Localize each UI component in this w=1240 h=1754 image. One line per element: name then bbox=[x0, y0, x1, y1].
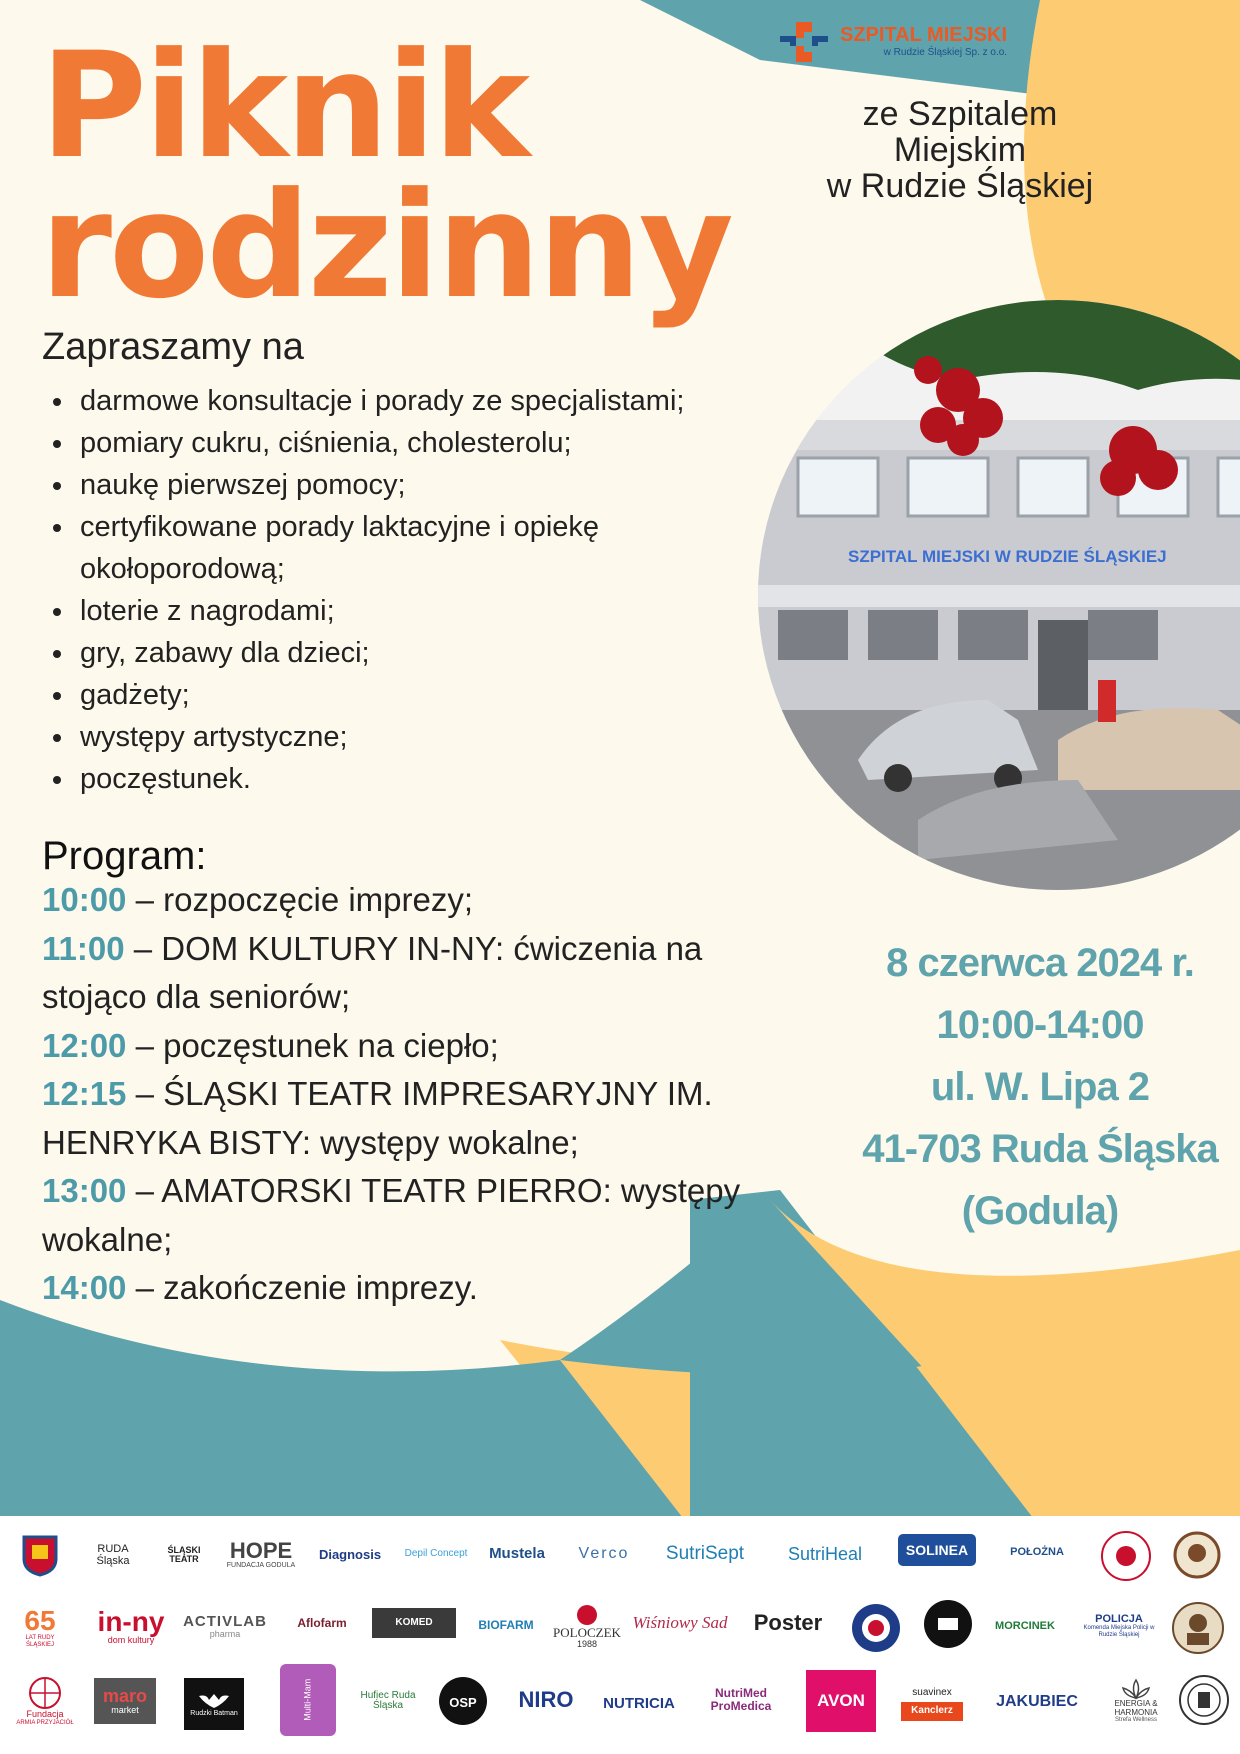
nutrimed-logo: NutriMed ProMedica bbox=[710, 1686, 772, 1713]
program-list bbox=[42, 876, 802, 1313]
lotus-icon bbox=[1119, 1678, 1153, 1700]
organizer-line-1: ze Szpitalem bbox=[862, 95, 1058, 133]
energia-name: ENERGIA & HARMONIA bbox=[1114, 1699, 1158, 1717]
list-item: • certyfikowane porady laktacyjne i opiekę okołoporodową; bbox=[76, 506, 796, 590]
program-entry bbox=[42, 1167, 802, 1264]
avon-logo: AVON bbox=[806, 1670, 876, 1732]
poloczek-name: POLOCZEK bbox=[553, 1625, 621, 1641]
program-text: – ŚLĄSKI TEATR IMPRESARYJNY IM. HENRYKA BISTY: występy wokalne; bbox=[42, 1075, 713, 1161]
kanclerz-name: Kanclerz bbox=[901, 1702, 963, 1721]
emblem-icon bbox=[1172, 1530, 1222, 1580]
maro-market-logo bbox=[94, 1678, 156, 1724]
maro-name: maro bbox=[102, 1685, 147, 1706]
hope-name: HOPE bbox=[229, 1537, 293, 1563]
in-ny-sub: dom kultury bbox=[107, 1634, 155, 1645]
activlab-name: ACTIVLAB bbox=[183, 1613, 267, 1631]
list-item: • naukę pierwszej pomocy; bbox=[76, 464, 796, 506]
list-item: • pomiary cukru, ciśnienia, cholesterolu; bbox=[76, 422, 796, 464]
activlab-sub: pharma bbox=[209, 1629, 241, 1640]
rudzki-batman-logo bbox=[184, 1678, 244, 1730]
gym-badge-icon bbox=[920, 1596, 976, 1652]
list-item: • darmowe konsultacje i porady ze specjalistami; bbox=[76, 380, 796, 422]
suavinex-name: suavinex bbox=[912, 1686, 952, 1698]
organizer-text bbox=[780, 96, 1140, 204]
portrait-badge-icon bbox=[1170, 1600, 1226, 1656]
niro-logo: NIRO bbox=[518, 1687, 574, 1713]
list-item: • występy artystyczne; bbox=[76, 716, 796, 758]
biofarm-logo: BIOFARM bbox=[478, 1617, 534, 1632]
program-entry bbox=[42, 876, 802, 925]
batman-name: Rudzki Batman bbox=[190, 1710, 238, 1718]
in-ny-logo bbox=[88, 1600, 174, 1652]
slaski-teatr-logo: ŚLĄSKI TEATR bbox=[167, 1544, 201, 1564]
poloczek-year: 1988 bbox=[576, 1639, 598, 1650]
diagnosis-logo: Diagnosis bbox=[318, 1547, 382, 1563]
multi-mam-name: Multi-Mam bbox=[302, 1679, 313, 1721]
policja-name: POLICJA bbox=[1095, 1612, 1143, 1625]
hospital-cross-icon bbox=[776, 18, 832, 64]
komed-logo: KOMED bbox=[372, 1608, 456, 1638]
fundacja-logo bbox=[10, 1666, 80, 1736]
program-entry bbox=[42, 1264, 802, 1313]
program-entry bbox=[42, 925, 802, 1022]
organizer-line-3: w Rudzie Śląskiej bbox=[826, 167, 1094, 205]
invite-heading: Zapraszamy na bbox=[42, 326, 304, 368]
program-time: 12:00 bbox=[42, 1026, 127, 1064]
program-heading: Program: bbox=[42, 834, 207, 878]
policja-sub: Komenda Miejska Policji w Rudzie Śląskiej bbox=[1083, 1625, 1155, 1638]
program-entry bbox=[42, 1070, 802, 1167]
building-sign: SZPITAL MIEJSKI W RUDZIE ŚLĄSKIEJ bbox=[848, 547, 1167, 566]
hufiec-logo: Hufiec Ruda Śląska bbox=[360, 1689, 416, 1711]
program-entry bbox=[42, 1022, 802, 1071]
event-title bbox=[40, 21, 731, 331]
sutrisept-logo: SutriSept bbox=[665, 1543, 745, 1565]
wisniowy-sad-logo: Wiśniowy Sad bbox=[632, 1613, 728, 1633]
fundacja-name: Fundacja bbox=[26, 1709, 64, 1720]
osp-logo bbox=[436, 1672, 490, 1730]
globe-icon bbox=[25, 1676, 65, 1710]
academy-badge-icon bbox=[1176, 1672, 1232, 1728]
solinea-logo: SOLINEA bbox=[898, 1534, 976, 1566]
ruda-slaska-logo: RUDA Śląska bbox=[96, 1543, 130, 1567]
poster-logo: Poster bbox=[753, 1610, 823, 1636]
hospital-logo bbox=[776, 18, 1007, 64]
activlab-logo bbox=[180, 1608, 270, 1646]
poloczek-logo bbox=[546, 1598, 628, 1656]
program-text: – DOM KULTURY IN-NY: ćwiczenia na stojąco dla seniorów; bbox=[42, 929, 703, 1015]
jakubiec-logo: JAKUBIEC bbox=[996, 1692, 1078, 1710]
wheat-icon bbox=[576, 1604, 598, 1626]
suavinex-kanclerz-logo bbox=[892, 1662, 972, 1746]
list-item: • poczęstunek. bbox=[76, 758, 796, 800]
coat-of-arms-icon bbox=[20, 1534, 60, 1578]
program-time: 14:00 bbox=[42, 1269, 127, 1306]
list-item: • gry, zabawy dla dzieci; bbox=[76, 632, 796, 674]
title-line-2: rodzinny bbox=[40, 161, 731, 331]
depil-concept-logo: Depil Concept bbox=[404, 1547, 468, 1559]
in-ny-name: in-ny bbox=[97, 1605, 165, 1637]
mustela-logo: Mustela bbox=[489, 1545, 545, 1563]
bat-icon bbox=[199, 1690, 229, 1710]
program-time: 12:15 bbox=[42, 1075, 127, 1112]
verco-logo: Verco bbox=[578, 1544, 630, 1562]
association-badge-icon bbox=[1098, 1528, 1154, 1584]
hope-sub: FUNDACJA GODULA bbox=[226, 1561, 296, 1569]
aflofarm-logo: Aflofarm bbox=[297, 1615, 347, 1630]
list-item: • gadżety; bbox=[76, 674, 796, 716]
hope-logo bbox=[226, 1532, 296, 1576]
program-text: – AMATORSKI TEATR PIERRO: występy wokalne; bbox=[42, 1172, 741, 1258]
polozna-logo: POŁOŻNA bbox=[1010, 1546, 1064, 1559]
65-lat-logo bbox=[16, 1602, 64, 1652]
organizer-line-2: Miejskim bbox=[893, 131, 1027, 169]
police-badge-icon bbox=[848, 1600, 904, 1656]
event-street: ul. W. Lipa 2 bbox=[930, 1065, 1150, 1109]
hospital-subname: w Rudzie Śląskiej Sp. z o.o. bbox=[883, 47, 1008, 58]
nutricia-logo: NUTRICIA bbox=[603, 1695, 675, 1713]
event-hours: 10:00-14:00 bbox=[936, 1003, 1144, 1047]
energia-sub: Strefa Wellness bbox=[1115, 1717, 1157, 1724]
65-lat-number: 65 bbox=[24, 1605, 56, 1636]
program-time: 13:00 bbox=[42, 1172, 127, 1209]
hospital-name: SZPITAL MIEJSKI bbox=[840, 24, 1008, 46]
event-details bbox=[840, 932, 1240, 1242]
osp-name: OSP bbox=[449, 1695, 477, 1710]
program-time: 10:00 bbox=[42, 881, 127, 918]
65-lat-sub: LAT RUDY ŚLĄSKIEJ bbox=[25, 1635, 55, 1648]
policja-logo bbox=[1074, 1606, 1164, 1646]
title-line-1: Piknik bbox=[40, 21, 528, 191]
maro-sub: market bbox=[111, 1704, 139, 1715]
multi-mam-logo bbox=[280, 1664, 336, 1736]
energia-harmonia-logo bbox=[1096, 1668, 1176, 1734]
program-time: 11:00 bbox=[42, 929, 125, 967]
event-date: 8 czerwca 2024 r. bbox=[886, 941, 1194, 985]
morcinek-logo: MORCINEK bbox=[995, 1620, 1055, 1633]
program-text: – poczęstunek na ciepło; bbox=[126, 1026, 499, 1064]
program-text: – zakończenie imprezy. bbox=[126, 1269, 478, 1306]
invite-list bbox=[42, 380, 796, 800]
event-city: 41-703 Ruda Śląska bbox=[862, 1127, 1218, 1171]
list-item: • loterie z nagrodami; bbox=[76, 590, 796, 632]
event-district: (Godula) bbox=[961, 1189, 1119, 1233]
sponsor-logos bbox=[0, 1516, 1240, 1754]
sutriheal-logo: SutriHeal bbox=[787, 1543, 863, 1564]
fundacja-sub: ARMIA PRZYJACIÓŁ bbox=[16, 1719, 74, 1726]
program-text: – rozpoczęcie imprezy; bbox=[126, 881, 474, 918]
